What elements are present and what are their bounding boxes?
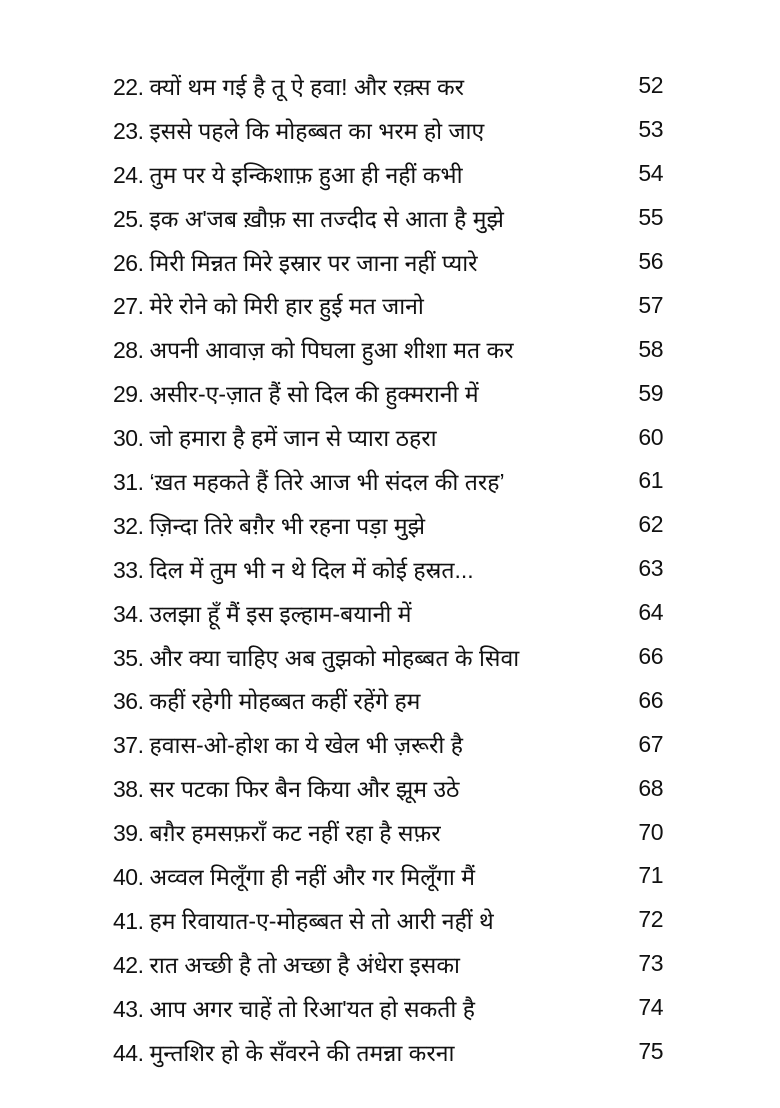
entry-number: 33. <box>113 556 144 583</box>
entry-title: और क्या चाहिए अब तुझको मोहब्बत के सिवा <box>149 644 520 671</box>
toc-entry <box>113 152 663 196</box>
entry-title: ज़िन्दा तिरे बग़ैर भी रहना पड़ा मुझे <box>149 512 426 539</box>
toc-entry-text <box>113 421 437 453</box>
entry-title: इक अ'जब ख़ौफ़ सा तज्दीद से आता है मुझे <box>149 205 504 232</box>
toc-entry <box>113 854 663 898</box>
entry-title: हम रिवायात-ए-मोहब्बत से तो आरी नहीं थे <box>149 907 494 934</box>
entry-title: दिल में तुम भी न थे दिल में कोई हस्रत... <box>149 556 474 583</box>
toc-entry-text <box>113 1036 454 1068</box>
entry-number: 29. <box>113 381 144 408</box>
entry-number: 44. <box>113 1039 144 1066</box>
toc-entry <box>113 547 663 591</box>
entry-title: मेरे रोने को मिरी हार हुई मत जानो <box>149 293 424 320</box>
toc-entry-text <box>113 70 464 102</box>
toc-entry <box>113 1030 663 1074</box>
toc-entry <box>113 635 663 679</box>
entry-number: 43. <box>113 995 144 1022</box>
entry-page-number: 53 <box>638 116 663 143</box>
toc-entry-text <box>113 465 505 497</box>
toc-entry-text <box>113 948 460 980</box>
entry-page-number: 71 <box>638 862 663 889</box>
toc-entry <box>113 503 663 547</box>
entry-title: क्यों थम गई है तू ऐ हवा! और रक़्स कर <box>149 73 465 100</box>
entry-title: अव्वल मिलूँगा ही नहीं और गर मिलूँगा मैं <box>149 863 475 890</box>
toc-entry-text <box>113 246 478 278</box>
table-of-contents <box>113 64 663 1073</box>
entry-number: 28. <box>113 337 144 364</box>
toc-entry-text <box>113 904 494 936</box>
toc-entry <box>113 986 663 1030</box>
entry-number: 36. <box>113 688 144 715</box>
entry-page-number: 62 <box>638 511 663 538</box>
toc-entry-text <box>113 641 519 673</box>
entry-number: 30. <box>113 425 144 452</box>
entry-page-number: 60 <box>638 423 663 450</box>
toc-entry-text <box>113 684 420 716</box>
entry-page-number: 70 <box>638 818 663 845</box>
toc-entry-text <box>113 289 424 321</box>
entry-title: हवास-ओ-होश का ये खेल भी ज़रूरी है <box>149 732 463 759</box>
entry-number: 22. <box>113 73 144 100</box>
toc-entry <box>113 810 663 854</box>
entry-title: उलझा हूँ मैं इस इल्हाम-बयानी में <box>149 600 412 627</box>
toc-entry <box>113 898 663 942</box>
toc-entry-text <box>113 992 475 1024</box>
entry-number: 37. <box>113 732 144 759</box>
entry-page-number: 55 <box>638 204 663 231</box>
toc-entry-text <box>113 202 504 234</box>
entry-page-number: 57 <box>638 291 663 318</box>
entry-title: मिरी मिन्नत मिरे इस्रार पर जाना नहीं प्यारे <box>149 249 478 276</box>
entry-number: 27. <box>113 293 144 320</box>
entry-page-number: 68 <box>638 774 663 801</box>
entry-page-number: 56 <box>638 248 663 274</box>
entry-title: अपनी आवाज़ को पिघला हुआ शीशा मत कर <box>149 337 514 364</box>
toc-entry <box>113 108 663 152</box>
entry-title: असीर-ए-ज़ात हैं सो दिल की हुक्मरानी में <box>149 381 479 408</box>
entry-title: रात अच्छी है तो अच्छा है अंधेरा इसका <box>149 951 460 978</box>
toc-entry <box>113 240 663 284</box>
toc-entry-text <box>113 114 484 146</box>
entry-number: 23. <box>113 117 144 144</box>
entry-page-number: 74 <box>638 994 663 1021</box>
entry-number: 35. <box>113 644 144 671</box>
entry-number: 32. <box>113 512 144 539</box>
toc-entry <box>113 722 663 766</box>
entry-page-number: 66 <box>638 643 663 670</box>
entry-page-number: 73 <box>638 950 663 977</box>
entry-title: ‘ख़त महकते हैं तिरे आज भी संदल की तरह’ <box>149 468 505 495</box>
entry-number: 40. <box>113 863 144 890</box>
toc-entry-text <box>113 772 459 804</box>
toc-entry <box>113 942 663 986</box>
entry-title: जो हमारा है हमें जान से प्यारा ठहरा <box>149 425 437 452</box>
toc-entry-text <box>113 333 514 365</box>
entry-number: 31. <box>113 468 144 495</box>
entry-page-number: 59 <box>638 379 663 406</box>
toc-entry-text <box>113 509 425 541</box>
entry-title: तुम पर ये इन्किशाफ़ हुआ ही नहीं कभी <box>149 161 463 188</box>
entry-title: इससे पहले कि मोहब्बत का भरम हो जाए <box>149 117 485 144</box>
entry-page-number: 67 <box>638 730 663 757</box>
entry-number: 39. <box>113 820 144 847</box>
toc-entry <box>113 678 663 722</box>
entry-page-number: 61 <box>638 467 663 494</box>
toc-entry-text <box>113 728 463 760</box>
toc-entry <box>113 283 663 327</box>
entry-number: 25. <box>113 205 144 232</box>
entry-page-number: 64 <box>638 599 663 626</box>
entry-page-number: 63 <box>638 555 663 582</box>
toc-entry <box>113 327 663 371</box>
toc-entry <box>113 766 663 810</box>
entry-number: 41. <box>113 907 144 934</box>
entry-page-number: 58 <box>638 335 663 362</box>
toc-entry-text <box>113 597 411 629</box>
entry-number: 42. <box>113 951 144 978</box>
toc-entry <box>113 196 663 240</box>
entry-page-number: 75 <box>638 1038 663 1065</box>
entry-title: सर पटका फिर बैन किया और झूम उठे <box>149 776 460 803</box>
entry-number: 38. <box>113 776 144 803</box>
toc-entry-text <box>113 158 463 190</box>
toc-entry <box>113 64 663 108</box>
entry-page-number: 54 <box>638 160 663 187</box>
entry-number: 34. <box>113 600 144 627</box>
entry-title: बग़ैर हमसफ़राँ कट नहीं रहा है सफ़र <box>149 820 441 847</box>
entry-title: कहीं रहेगी मोहब्बत कहीं रहेंगे हम <box>149 688 421 715</box>
entry-title: मुन्तशिर हो के सँवरने की तमन्ना करना <box>149 1039 455 1066</box>
toc-entry-text <box>113 377 479 409</box>
toc-entry <box>113 371 663 415</box>
toc-entry <box>113 415 663 459</box>
entry-page-number: 72 <box>638 906 663 933</box>
entry-number: 24. <box>113 161 144 188</box>
entry-title: आप अगर चाहें तो रिआ'यत हो सकती है <box>149 995 475 1022</box>
toc-entry-text <box>113 553 474 585</box>
entry-page-number: 52 <box>638 72 663 99</box>
toc-entry-text <box>113 860 475 892</box>
entry-page-number: 66 <box>638 686 663 713</box>
toc-entry <box>113 591 663 635</box>
entry-number: 26. <box>113 249 144 276</box>
toc-entry <box>113 459 663 503</box>
toc-entry-text <box>113 816 441 848</box>
